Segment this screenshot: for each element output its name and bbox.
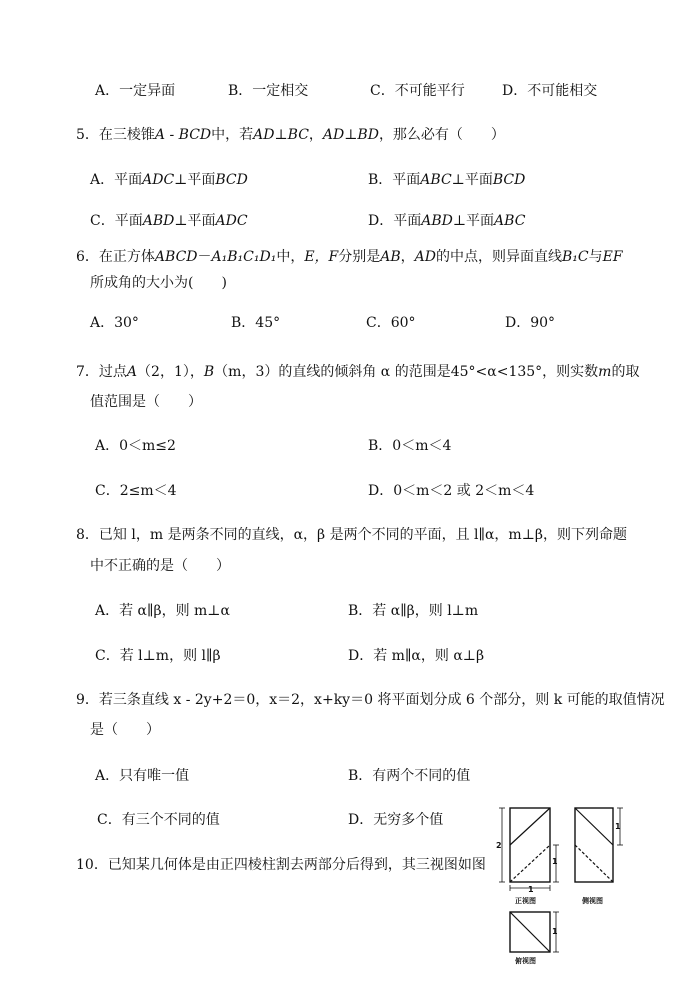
q6-number: 6． bbox=[76, 249, 99, 265]
q7-point-a: A bbox=[126, 364, 138, 380]
front-view-caption: 正视图 bbox=[515, 897, 536, 905]
q6-stem-c: 分别是 bbox=[338, 249, 381, 265]
q4-option-b: B．一定相交 bbox=[228, 83, 309, 99]
top-dim-1-label: 1 bbox=[552, 927, 558, 936]
q5-d-p2: ABC bbox=[494, 213, 526, 229]
q7-stem-a: 过点 bbox=[98, 364, 127, 380]
q9-option-c: C．有三个不同的值 bbox=[97, 812, 220, 828]
front-dim-1-label: 1 bbox=[552, 857, 558, 866]
q5-cond2: AD⊥BD bbox=[322, 127, 379, 143]
q6-ad: AD bbox=[414, 249, 437, 265]
q8-option-c: C．若 l⊥m，则 l∥β bbox=[95, 648, 221, 664]
q5-option-b bbox=[368, 170, 525, 190]
q6-cube2: A₁B₁C₁D₁ bbox=[211, 249, 277, 265]
q7-stem-d: 的取 bbox=[611, 364, 640, 380]
side-dim-1-label: 1 bbox=[615, 822, 621, 831]
q9-option-b: B．有两个不同的值 bbox=[348, 768, 471, 784]
q7-number: 7． bbox=[76, 364, 99, 380]
q5-number: 5． bbox=[76, 127, 99, 143]
q6-ef2: EF bbox=[602, 249, 623, 265]
q6-option-b: B．45° bbox=[231, 315, 281, 331]
q5-stem-b: 中，若 bbox=[211, 127, 254, 143]
q7-pb-coords: （m，3） bbox=[214, 364, 279, 380]
q7-stem-b: 的直线的倾斜角 α 的范围是 bbox=[278, 364, 451, 380]
front-view-diagonal bbox=[510, 808, 550, 845]
q5-b-label: B．平面 bbox=[368, 172, 421, 188]
q6-stem-line2: 所成角的大小为( ) bbox=[90, 275, 227, 291]
q10-number: 10． bbox=[76, 857, 108, 873]
q7-stem-c: ，则实数 bbox=[542, 364, 599, 380]
q6-b1c: B₁C bbox=[562, 249, 589, 265]
q8-option-d: D．若 m∥α，则 α⊥β bbox=[348, 648, 485, 664]
q7-point-b: B bbox=[203, 364, 215, 380]
q8-stem-line2: 中不正确的是（ ） bbox=[90, 558, 230, 574]
top-view-caption: 俯视图 bbox=[515, 957, 536, 965]
q6-stem-d: 的中点，则异面直线 bbox=[436, 249, 563, 265]
q8-number: 8． bbox=[76, 527, 99, 543]
q10-stem bbox=[76, 855, 486, 875]
q9-option-d: D．无穷多个值 bbox=[348, 812, 444, 828]
q5-stem bbox=[76, 125, 505, 145]
q9-number: 9． bbox=[76, 692, 99, 708]
q6-stem-e: 与 bbox=[588, 249, 603, 265]
q4-option-d: D．不可能相交 bbox=[502, 83, 598, 99]
q7-pa-coords: （2，1）， bbox=[137, 364, 204, 380]
front-view-outline bbox=[510, 808, 550, 882]
q5-a-mid: ⊥平面 bbox=[174, 172, 216, 188]
side-view-caption: 侧视图 bbox=[582, 897, 603, 905]
q4-option-c: C．不可能平行 bbox=[370, 83, 465, 99]
q5-option-a bbox=[90, 170, 248, 190]
q9-option-a: A．只有唯一值 bbox=[95, 768, 190, 784]
q7-option-a: A．0＜m≤2 bbox=[95, 438, 176, 454]
q9-stem-line1 bbox=[76, 690, 665, 710]
q5-c-p1: ABD bbox=[142, 213, 175, 229]
q10-line1: 已知某几何体是由正四棱柱割去两部分后得到，其三视图如图 bbox=[107, 857, 486, 873]
q6-stem-b: 中， bbox=[276, 249, 305, 265]
q5-b-p1: ABC bbox=[420, 172, 452, 188]
q7-option-b: B．0＜m＜4 bbox=[368, 438, 452, 454]
q5-d-mid: ⊥平面 bbox=[452, 213, 495, 229]
q4-option-a: A．一定异面 bbox=[95, 83, 176, 99]
front-dim-bottom-label: 1 bbox=[528, 885, 534, 894]
q5-cond1: AD⊥BC bbox=[253, 127, 309, 143]
front-view-hidden-edge bbox=[510, 845, 550, 882]
q5-stem-c: ，那么必有（ ） bbox=[378, 127, 505, 143]
q6-ab: AB bbox=[380, 249, 401, 265]
q9-stem-line2: 是（ ） bbox=[90, 722, 160, 738]
q5-option-c bbox=[90, 211, 248, 231]
q5-d-label: D．平面 bbox=[368, 213, 422, 229]
q6-stem-a: 在正方体 bbox=[98, 249, 155, 265]
q8-stem-line1 bbox=[76, 525, 627, 545]
q6-stem-line1 bbox=[76, 247, 623, 267]
q5-tetra: A - BCD bbox=[154, 127, 212, 143]
q5-a-p1: ADC bbox=[142, 172, 175, 188]
q5-b-mid: ⊥平面 bbox=[451, 172, 493, 188]
front-view bbox=[499, 808, 559, 891]
q5-c-mid: ⊥平面 bbox=[174, 213, 216, 229]
q7-stem-line2: 值范围是（ ） bbox=[90, 394, 202, 410]
q5-sep: ， bbox=[308, 127, 323, 143]
q9-line1: 若三条直线 x - 2y+2＝0，x＝2，x+ky＝0 将平面划分成 6 个部分，则 k 可能的取值情况 bbox=[98, 692, 665, 708]
side-view-hidden-edge bbox=[575, 845, 613, 882]
q5-stem-a: 在三棱锥 bbox=[98, 127, 155, 143]
q6-option-a: A．30° bbox=[90, 315, 139, 331]
q7-m: m bbox=[598, 364, 612, 380]
q5-option-d bbox=[368, 211, 525, 231]
q8-option-a: A．若 α∥β，则 m⊥α bbox=[95, 603, 230, 619]
q7-stem-line1 bbox=[76, 362, 639, 382]
q6-comma: ， bbox=[400, 249, 415, 265]
q5-a-p2: BCD bbox=[215, 172, 248, 188]
q6-cube: ABCD bbox=[154, 249, 198, 265]
q5-c-label: C．平面 bbox=[90, 213, 143, 229]
top-view-diagonal bbox=[510, 912, 550, 952]
side-view bbox=[575, 808, 623, 882]
q8-option-b: B．若 α∥β，则 l⊥m bbox=[348, 603, 479, 619]
q7-option-d: D．0＜m＜2 或 2＜m＜4 bbox=[368, 483, 535, 499]
side-view-outline bbox=[575, 808, 613, 882]
q5-c-p2: ADC bbox=[215, 213, 248, 229]
q6-ef: E，F bbox=[304, 249, 339, 265]
front-dim-2-label: 2 bbox=[496, 841, 502, 850]
q6-dash: － bbox=[197, 249, 212, 265]
q7-range: 45°<α<135° bbox=[450, 364, 543, 380]
q8-line1: 已知 l，m 是两条不同的直线，α，β 是两个不同的平面，且 l∥α，m⊥β，则下列命题 bbox=[98, 527, 627, 543]
q7-option-c: C．2≤m＜4 bbox=[95, 483, 177, 499]
q6-option-d: D．90° bbox=[505, 315, 556, 331]
side-view-diagonal bbox=[575, 808, 613, 845]
q5-a-label: A．平面 bbox=[90, 172, 143, 188]
q6-option-c: C．60° bbox=[366, 315, 416, 331]
q5-b-p2: BCD bbox=[492, 172, 526, 188]
q5-d-p1: ABD bbox=[421, 213, 453, 229]
